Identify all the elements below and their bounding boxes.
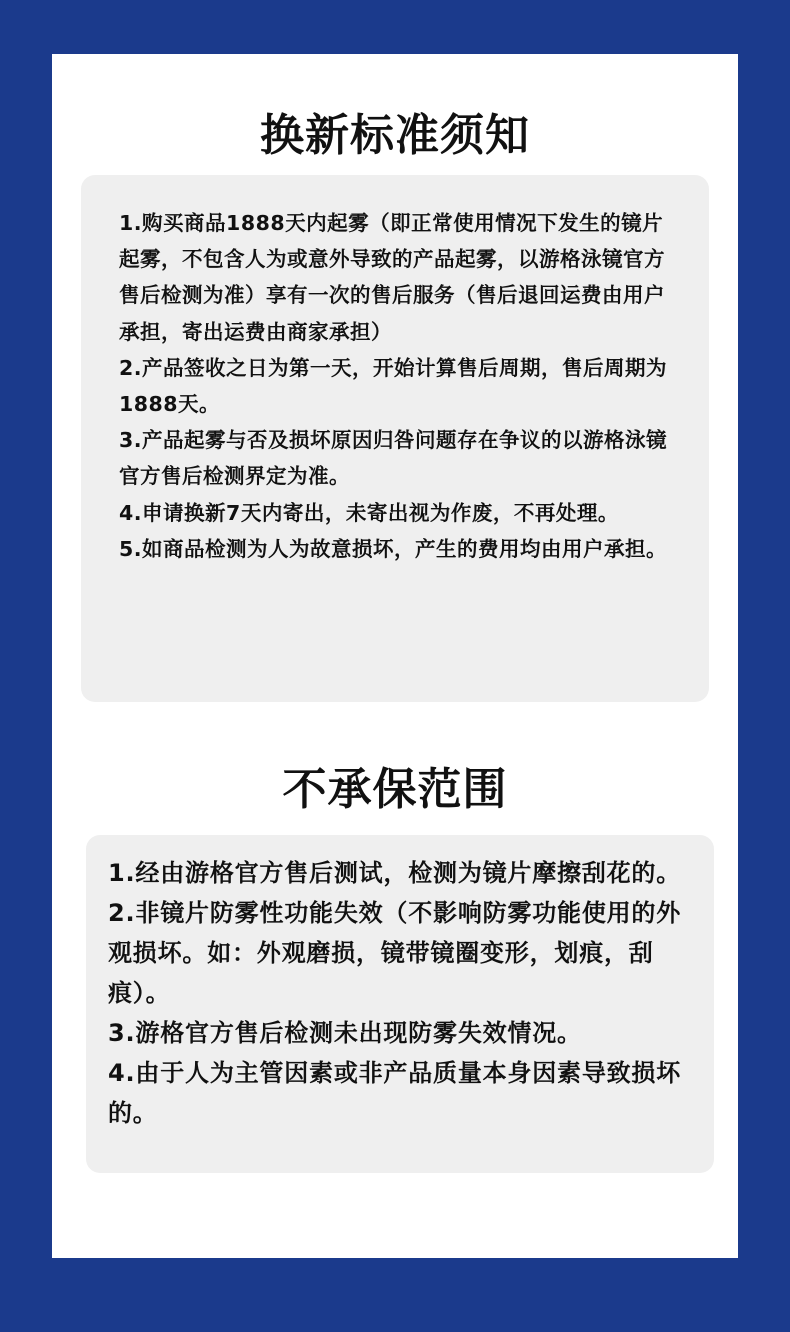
replacement-rule-4: 4.申请换新7天内寄出，未寄出视为作废，不再处理。 (119, 500, 619, 525)
replacement-rule-1: 1.购买商品1888天内起雾（即正常使用情况下发生的镜片起雾，不包含人为或意外导致的产品起雾，以游格泳镜官方售后检测为准）享有一次的售后服务（售后退回运费由用户承担，寄出运费由商家承担） (119, 211, 665, 344)
exclusions-panel (86, 835, 714, 1173)
exclusion-item-4: 4.由于人为主管因素或非产品质量本身因素导致损坏的。 (108, 1059, 682, 1127)
content-sheet (52, 54, 738, 1258)
replacement-rule-2: 2.产品签收之日为第一天，开始计算售后周期，售后周期为1888天。 (119, 355, 668, 417)
replacement-rule-5: 5.如商品检测为人为故意损坏，产生的费用均由用户承担。 (119, 536, 668, 561)
exclusion-item-2: 2.非镜片防雾性功能失效（不影响防雾功能使用的外观损坏。如：外观磨损，镜带镜圈变形，划痕，刮痕）。 (108, 899, 682, 1007)
exclusion-item-3: 3.游格官方售后检测未出现防雾失效情况。 (108, 1019, 582, 1047)
replacement-rules-list (119, 205, 681, 567)
replacement-title: 换新标准须知 (260, 110, 530, 161)
exclusions-list (108, 853, 696, 1133)
exclusion-item-1: 1.经由游格官方售后测试，检测为镜片摩擦刮花的。 (108, 859, 682, 887)
exclusions-title: 不承保范围 (282, 764, 508, 815)
replacement-rule-3: 3.产品起雾与否及损坏原因归咎问题存在争议的以游格泳镜官方售后检测界定为准。 (119, 428, 668, 489)
replacement-rules-panel (81, 175, 709, 702)
